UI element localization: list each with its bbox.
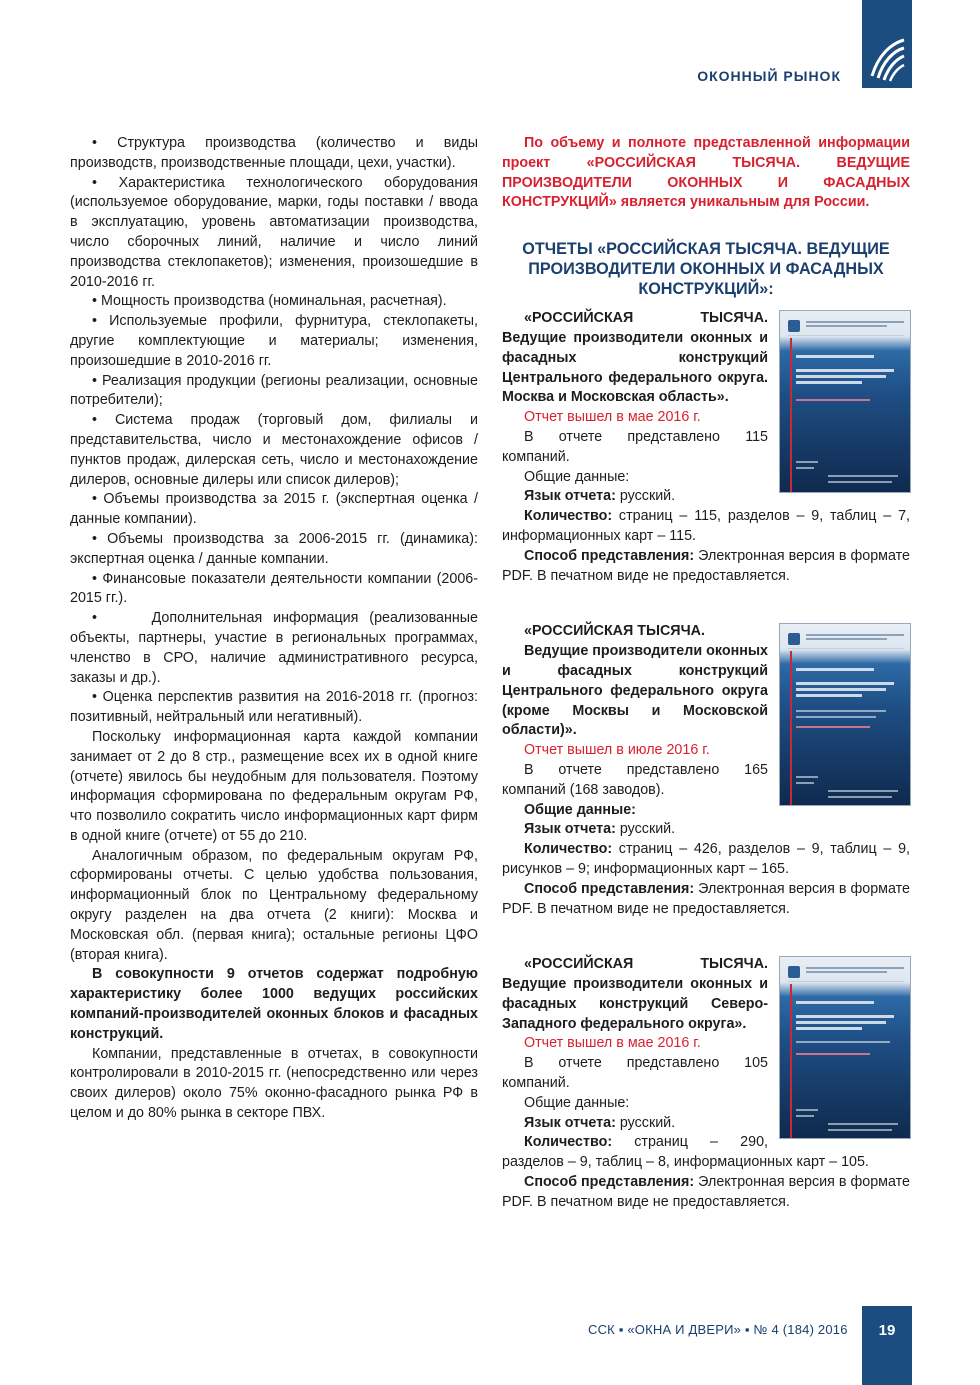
report-card-cfo-regions [502, 622, 910, 919]
paragraph-market-share: Компании, представленные в отчетах, в совокупности контролировали в 2010-2015 гг. (непосредственно или через своих дилеров) около 75% оконно-фасадного рынка РФ в целом и до 80% рынка в секторе ПВХ. [70, 1045, 478, 1122]
bullet-volume-dynamics: • Объемы производства за 2006-2015 гг. (динамика): экспертная оценка / данные компании. [70, 530, 478, 567]
report-title-line1: «РОССИЙСКАЯ ТЫСЯЧА. [524, 623, 705, 640]
report-release-date: Отчет вышел в июле 2016 г. [524, 742, 710, 759]
paragraph-reports-by-district: Аналогичным образом, по федеральным округам РФ, сформированы отчеты. С целью удобства пользования, информационный блок по Центральному федеральному округу разделен на два отчета (2 книги): Москва и Московская обл. (первая книга); остальные регионы ЦФО (вторая книга). [70, 847, 478, 963]
report-general-label: Общие данные: [524, 1094, 630, 1111]
report-quantity: Количество: страниц – 115, разделов – 9, таблиц – 7, информационных карт – 115. [502, 508, 910, 544]
footer-publication: ССК ▪ «ОКНА И ДВЕРИ» ▪ № 4 (184) 2016 [588, 1322, 848, 1337]
paragraph-summary-bold: В совокупности 9 отчетов содержат подробную характеристику более 1000 ведущих российских компаний-производителей оконных блоков и фасадных конструкций. [70, 966, 478, 1042]
bullet-profiles: • Используемые профили, фурнитура, стеклопакеты, другие комплектующие и материалы; изменения, произошедшие в 2010-2016 гг. [70, 313, 478, 369]
report-quantity: Количество: страниц – 290, разделов – 9, таблиц – 8, информационных карт – 105. [502, 1134, 869, 1171]
bullet-capacity: • Мощность производства (номинальная, расчетная). [92, 293, 447, 310]
page-number-block [862, 1306, 912, 1385]
bullet-outlook: • Оценка перспектив развития на 2016-2018 гг. (прогноз: позитивный, нейтральный или негативный). [70, 689, 478, 726]
report-company-count: В отчете представлено 115 компаний. [502, 428, 768, 465]
reports-section-heading: ОТЧЕТЫ «РОССИЙСКАЯ ТЫСЯЧА. ВЕДУЩИЕ ПРОИЗВОДИТЕЛИ ОКОННЫХ И ФАСАДНЫХ КОНСТРУКЦИЙ»: [522, 240, 890, 299]
report-cover-image [780, 311, 910, 492]
bullet-production-structure: • Структура производства (количество и виды производств, производственные площади, цехи, участки). [70, 135, 478, 171]
report-delivery-method: Способ представления: Электронная версия в формате PDF. В печатном виде не предоставляется. [502, 547, 910, 584]
bullet-sales-regions: • Реализация продукции (регионы реализации, основные потребители); [70, 372, 478, 409]
report-delivery-method: Способ представления: Электронная версия в формате PDF. В печатном виде не предоставляется. [502, 880, 910, 917]
intro-paragraph: По объему и полноте представленной информации проект «РОССИЙСКАЯ ТЫСЯЧА. ВЕДУЩИЕ ПРОИЗВОДИТЕЛИ ОКОННЫХ И ФАСАДНЫХ КОНСТРУКЦИЙ» является уникальным для России. [502, 135, 910, 211]
report-general-label: Общие данные: [524, 468, 630, 485]
report-card-szfo [502, 955, 910, 1212]
report-company-count: В отчете представлено 105 компаний. [502, 1055, 768, 1092]
report-quantity: Количество: страниц – 426, разделов – 9, таблиц – 9, рисунков – 9; информационных карт – 165. [502, 841, 910, 877]
report-card-cfo-moscow [502, 309, 910, 586]
report-language: Язык отчета: русский. [524, 1114, 676, 1131]
paragraph-info-cards: Поскольку информационная карта каждой компании занимает от 2 до 8 стр., размещение всех их в одной книге (отчете) явилось бы неудобным для пользователя. Поэтому информация сформирована по федеральным округам РФ, что позволило сократить число информационных карт фирм в одной книге (отчете) от 55 до 210. [70, 728, 478, 844]
left-column [70, 134, 482, 1124]
bullet-financials: • Финансовые показатели деятельности компании (2006-2015 гг.). [70, 570, 478, 607]
report-cover-image [780, 624, 910, 805]
report-language: Язык отчета: русский. [524, 488, 676, 505]
bullet-equipment: • Характеристика технологического оборудования (используемое оборудование, марки, годы поставки / ввода в эксплуатацию, уровень автоматизации производства, число сборочных линий, наличие и число линий производства стеклопакетов); изменения, произошедшие в 2010-2016 гг. [70, 174, 478, 290]
report-release-date: Отчет вышел в мае 2016 г. [524, 409, 701, 426]
report-general-label: Общие данные: [524, 801, 636, 818]
report-title: «РОССИЙСКАЯ ТЫСЯЧА. Ведущие производители оконных и фасадных конструкций Центрального федерального округа. Москва и Московская область». [502, 310, 768, 406]
report-delivery-method: Способ представления: Электронная версия в формате PDF. В печатном виде не предоставляется. [502, 1174, 910, 1210]
report-title: «РОССИЙСКАЯ ТЫСЯЧА. Ведущие производители оконных и фасадных конструкций Северо-Западного федерального округа». [502, 956, 768, 1032]
bullet-volume-2015: • Объемы производства за 2015 г. (экспертная оценка / данные компании). [70, 491, 478, 528]
bullet-sales-system: • Система продаж (торговый дом, филиалы и представительства, число и местонахождение офисов / пунктов продаж, дилерская сеть, число и местонахождение дилеров, основные дилеры или список дилеров); [70, 412, 478, 488]
report-title: Ведущие производители оконных и фасадных конструкций Центрального федерального округа (кроме Москвы и Московской области)». [502, 643, 768, 739]
right-column [502, 134, 910, 1213]
bullet-additional-info: • Дополнительная информация (реализованные объекты, партнеры, участие в региональных программах, членство в СРО, наличие административного ресурса, заказы и др.). [70, 610, 482, 686]
report-company-count: В отчете представлено 165 компаний (168 заводов). [502, 761, 768, 798]
publisher-logo-icon [868, 36, 906, 82]
header-logo-block [862, 0, 912, 88]
page-number: 19 [878, 1322, 896, 1339]
report-release-date: Отчет вышел в мае 2016 г. [524, 1035, 701, 1052]
section-title: ОКОННЫЙ РЫНОК [697, 68, 841, 84]
report-cover-image [780, 957, 910, 1138]
report-language: Язык отчета: русский. [524, 821, 676, 838]
